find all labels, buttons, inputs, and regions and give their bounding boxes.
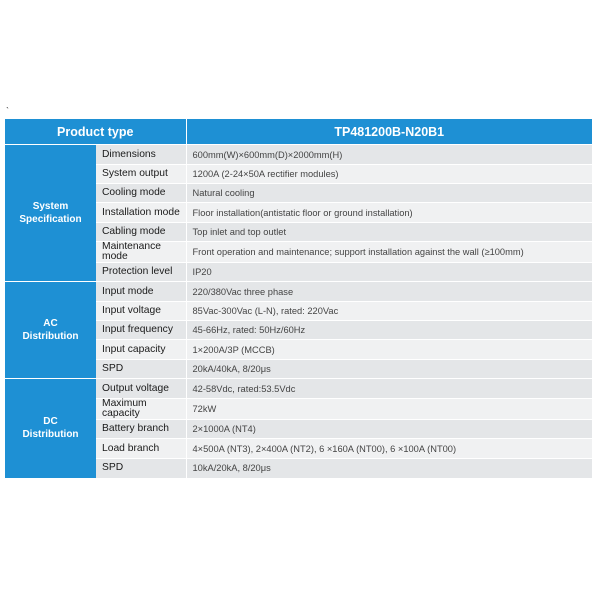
row-label: Maximum capacity xyxy=(96,399,186,420)
row-value: 85Vac-300Vac (L-N), rated: 220Vac xyxy=(186,302,592,321)
row-value: 1×200A/3P (MCCB) xyxy=(186,340,592,360)
table-header xyxy=(5,119,592,145)
row-label: Battery branch xyxy=(96,420,186,439)
row-label: Cooling mode xyxy=(96,184,186,203)
group-name-line1: DC xyxy=(43,416,58,428)
row-value: 10kA/20kA, 8/20μs xyxy=(186,459,592,478)
row-value: Natural cooling xyxy=(186,184,592,203)
row-value: IP20 xyxy=(186,263,592,282)
spec-table xyxy=(5,119,592,478)
row-value: Top inlet and top outlet xyxy=(186,223,592,242)
row-value: 45-66Hz, rated: 50Hz/60Hz xyxy=(186,321,592,340)
row-label: Installation mode xyxy=(96,203,186,223)
group-name-line2: Specification xyxy=(19,214,82,225)
row-label: Dimensions xyxy=(96,145,186,165)
table-body xyxy=(5,145,592,478)
group-name-line2: Distribution xyxy=(22,331,79,342)
row-value: 600mm(W)×600mm(D)×2000mm(H) xyxy=(186,145,592,165)
header-model: TP481200B-N20B1 xyxy=(186,119,592,145)
row-value: 2×1000A (NT4) xyxy=(186,420,592,439)
row-label: Input frequency xyxy=(96,321,186,340)
table-row xyxy=(5,145,592,165)
row-value: 72kW xyxy=(186,399,592,420)
row-label: Input mode xyxy=(96,282,186,302)
row-value: 20kA/40kA, 8/20μs xyxy=(186,360,592,379)
stray-mark: ` xyxy=(6,106,9,116)
row-value: 42-58Vdc, rated:53.5Vdc xyxy=(186,379,592,399)
table-row xyxy=(5,282,592,302)
row-label: SPD xyxy=(96,360,186,379)
row-label: System output xyxy=(96,165,186,184)
row-label: Input capacity xyxy=(96,340,186,360)
group-name-line2: Distribution xyxy=(22,429,79,441)
group-name xyxy=(5,379,96,478)
row-value: Floor installation(antistatic floor or ground installation) xyxy=(186,203,592,223)
row-label: SPD xyxy=(96,459,186,478)
row-label: Protection level xyxy=(96,263,186,282)
row-value: 220/380Vac three phase xyxy=(186,282,592,302)
group-name-line1: AC xyxy=(43,318,58,329)
row-label: Load branch xyxy=(96,439,186,459)
row-label: Maintenance mode xyxy=(96,242,186,263)
row-label: Output voltage xyxy=(96,379,186,399)
table-row xyxy=(5,379,592,399)
row-value: 1200A (2-24×50A rectifier modules) xyxy=(186,165,592,184)
row-label: Input voltage xyxy=(96,302,186,321)
group-name-line1: System xyxy=(32,201,69,212)
group-name xyxy=(5,282,96,379)
row-value: 4×500A (NT3), 2×400A (NT2), 6 ×160A (NT00), 6 ×100A (NT00) xyxy=(186,439,592,459)
header-product-type: Product type xyxy=(5,119,186,145)
row-value: Front operation and maintenance; support installation against the wall (≥100mm) xyxy=(186,242,592,263)
group-name xyxy=(5,145,96,282)
row-label: Cabling mode xyxy=(96,223,186,242)
